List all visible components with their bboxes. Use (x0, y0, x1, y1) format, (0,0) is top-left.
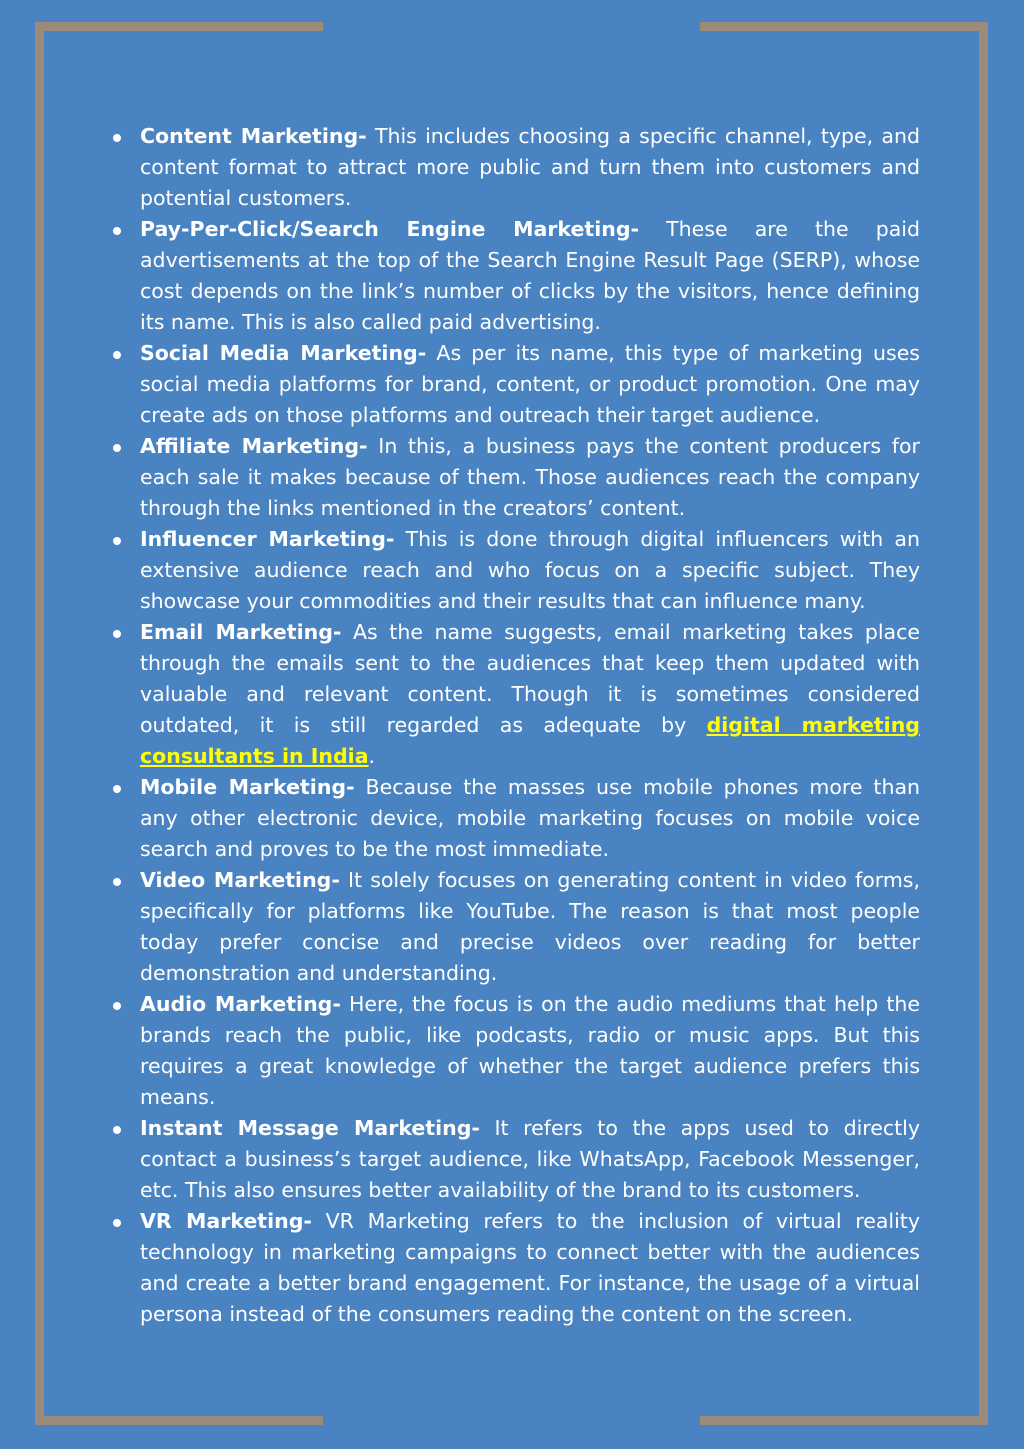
bullet-icon (113, 785, 121, 793)
frame-top-right (700, 22, 988, 31)
item-term: Instant Message Marketing- (140, 1116, 480, 1140)
bullet-icon (113, 630, 121, 638)
item-term: Social Media Marketing- (140, 341, 427, 365)
item-term: Video Marketing- (140, 868, 340, 892)
bullet-icon (113, 444, 121, 452)
list-item (110, 431, 920, 524)
item-term: VR Marketing- (140, 1209, 312, 1233)
list-item (110, 121, 920, 214)
consultants-link[interactable]: digital marketing consultants in India (140, 713, 920, 768)
item-description: VR Marketing refers to the inclusion of virtual reality technology in marketing campaigns to connect better with the audiences and create a better brand engagement. For instance, the usage of a virtual persona instead of the consumers reading the content on the screen. (140, 1209, 920, 1326)
frame-bottom-right (700, 1416, 988, 1425)
bullet-icon (113, 351, 121, 359)
item-description: As per its name, this type of marketing uses social media platforms for brand, content, or product promotion. One may create ads on those platforms and outreach their target audience. (140, 341, 920, 427)
item-term: Audio Marketing- (140, 992, 341, 1016)
frame-top-left (35, 22, 323, 31)
item-description: Because the masses use mobile phones more than any other electronic device, mobile marketing focuses on mobile voice search and proves to be the most immediate. (140, 775, 920, 861)
bullet-icon (113, 227, 121, 235)
bullet-icon (113, 1126, 121, 1134)
item-description: Here, the focus is on the audio mediums that help the brands reach the public, like podcasts, radio or music apps. But this requires a great knowledge of whether the target audience prefers this means. (140, 992, 920, 1109)
item-term: Influencer Marketing- (140, 527, 395, 551)
item-description: As the name suggests, email marketing takes place through the emails sent to the audiences that keep them updated with valuable and relevant content. Though it is sometimes considered outdated, it is still regarded as adequate by (140, 620, 920, 737)
bullet-icon (113, 1002, 121, 1010)
bullet-icon (113, 1219, 121, 1227)
item-term: Mobile Marketing- (140, 775, 355, 799)
item-description: It refers to the apps used to directly contact a business’s target audience, like WhatsApp, Facebook Messenger, etc. This also ensures better availability of the brand to its customers. (140, 1116, 921, 1202)
list-item (110, 1206, 920, 1330)
frame-right (979, 22, 988, 1425)
item-description: In this, a business pays the content producers for each sale it makes because of them. Those audiences reach the company through the links mentioned in the creators’ content. (140, 434, 920, 520)
item-description: These are the paid advertisements at the top of the Search Engine Result Page (SERP), whose cost depends on the link’s number of clicks by the visitors, hence defining its name. This is also called paid advertising. (140, 217, 920, 334)
bullet-icon (113, 878, 121, 886)
marketing-types-list (110, 121, 920, 1330)
list-item (110, 865, 920, 989)
list-item (110, 772, 920, 865)
item-term: Pay-Per-Click/Search Engine Marketing- (140, 217, 640, 241)
item-trailing-punctuation: . (368, 744, 376, 768)
list-item (110, 617, 920, 772)
item-term: Content Marketing- (140, 124, 367, 148)
item-term: Affiliate Marketing- (140, 434, 368, 458)
content-area (110, 121, 920, 1330)
frame-left (35, 22, 44, 1425)
list-item (110, 1113, 920, 1206)
item-description: It solely focuses on generating content in video forms, specifically for platforms like YouTube. The reason is that most people today prefer concise and precise videos over reading for better demonstration and understanding. (140, 868, 921, 985)
item-description: This is done through digital influencers with an extensive audience reach and who focus on a specific subject. They showcase your commodities and their results that can influence many. (140, 527, 920, 613)
list-item (110, 989, 920, 1113)
list-item (110, 214, 920, 338)
bullet-icon (113, 537, 121, 545)
list-item (110, 338, 920, 431)
item-description: This includes choosing a specific channel, type, and content format to attract more public and turn them into customers and potential customers. (140, 124, 920, 210)
bullet-icon (113, 134, 121, 142)
list-item (110, 524, 920, 617)
frame-bottom-left (35, 1416, 323, 1425)
item-term: Email Marketing- (140, 620, 342, 644)
